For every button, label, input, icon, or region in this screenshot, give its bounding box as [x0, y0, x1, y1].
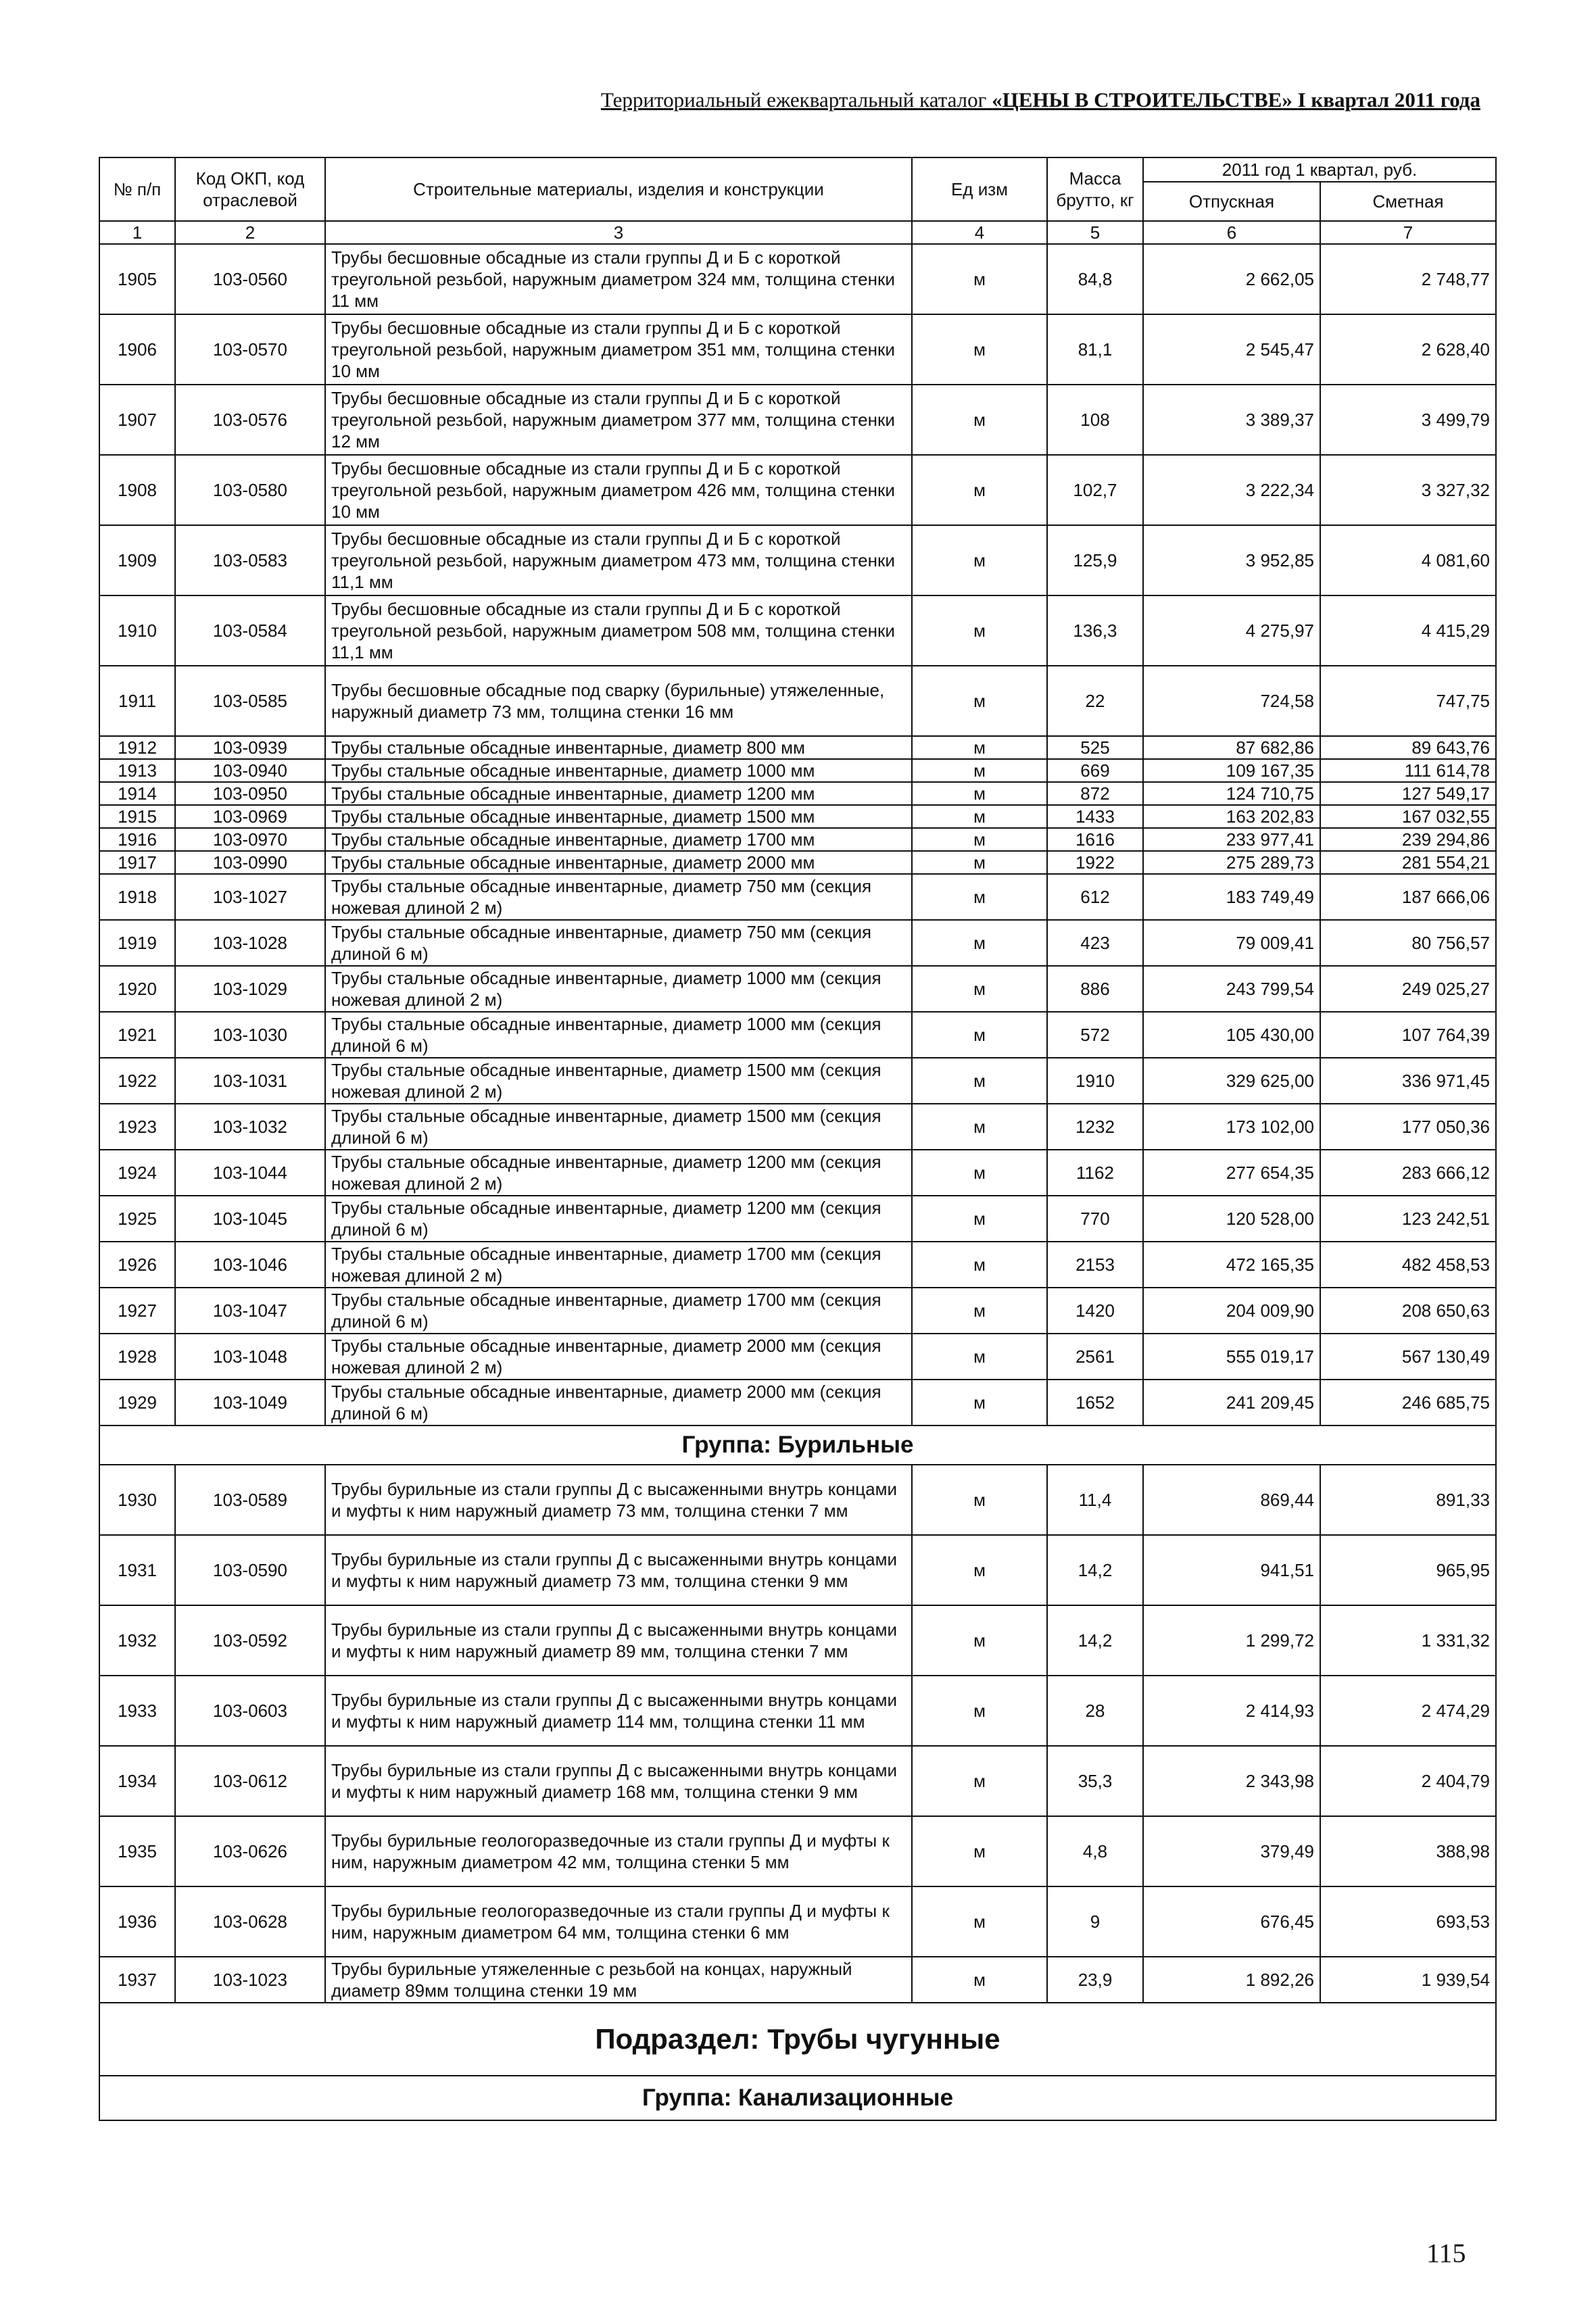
- row-unit: м: [912, 828, 1047, 851]
- row-price-estimate: 107 764,39: [1320, 1012, 1496, 1058]
- row-number: 1915: [99, 805, 175, 828]
- row-unit: м: [912, 1886, 1047, 1957]
- row-unit: м: [912, 851, 1047, 874]
- row-price-estimate: 167 032,55: [1320, 805, 1496, 828]
- row-mass: 23,9: [1047, 1957, 1143, 2003]
- col-number: 7: [1320, 221, 1496, 244]
- row-price-estimate: 208 650,63: [1320, 1288, 1496, 1334]
- row-price-release: 2 662,05: [1143, 244, 1320, 314]
- row-unit: м: [912, 1012, 1047, 1058]
- row-description: Трубы стальные обсадные инвентарные, диаметр 1000 мм: [325, 759, 912, 782]
- row-price-estimate: 747,75: [1320, 666, 1496, 736]
- row-price-estimate: 283 666,12: [1320, 1150, 1496, 1196]
- row-price-release: 379,49: [1143, 1816, 1320, 1886]
- row-code: 103-0590: [175, 1535, 325, 1605]
- row-number: 1914: [99, 782, 175, 805]
- row-price-estimate: 80 756,57: [1320, 920, 1496, 966]
- row-mass: 1922: [1047, 851, 1143, 874]
- row-price-estimate: 187 666,06: [1320, 874, 1496, 920]
- row-unit: м: [912, 1058, 1047, 1104]
- row-price-estimate: 1 331,32: [1320, 1605, 1496, 1676]
- row-mass: 108: [1047, 385, 1143, 455]
- row-unit: м: [912, 455, 1047, 525]
- row-description: Трубы бесшовные обсадные из стали группы Д и Б с короткой треугольной резьбой, наружным диаметром 377 мм, толщина стенки 12 мм: [325, 385, 912, 455]
- row-code: 103-1044: [175, 1150, 325, 1196]
- row-code: 103-0570: [175, 314, 325, 385]
- row-unit: м: [912, 1816, 1047, 1886]
- row-price-estimate: 891,33: [1320, 1465, 1496, 1535]
- row-price-release: 173 102,00: [1143, 1104, 1320, 1150]
- row-number: 1912: [99, 736, 175, 759]
- row-mass: 1910: [1047, 1058, 1143, 1104]
- row-unit: м: [912, 666, 1047, 736]
- col-number: 2: [175, 221, 325, 244]
- row-price-release: 243 799,54: [1143, 966, 1320, 1012]
- rows-drill-pipes: [99, 1465, 1496, 1957]
- row-price-release: 120 528,00: [1143, 1196, 1320, 1242]
- row-number: 1922: [99, 1058, 175, 1104]
- row-price-release: 1 299,72: [1143, 1605, 1320, 1676]
- row-description: Трубы бесшовные обсадные из стали группы Д и Б с короткой треугольной резьбой, наружным диаметром 473 мм, толщина стенки 11,1 мм: [325, 525, 912, 595]
- table-row: [99, 1196, 1496, 1242]
- row-mass: 612: [1047, 874, 1143, 920]
- col-header-price-release: Отпускная: [1143, 182, 1320, 221]
- row-price-release: 724,58: [1143, 666, 1320, 736]
- row-description: Трубы стальные обсадные инвентарные, диаметр 750 мм (секция длиной 6 м): [325, 920, 912, 966]
- row-price-release: 87 682,86: [1143, 736, 1320, 759]
- row-mass: 14,2: [1047, 1605, 1143, 1676]
- table-row: [99, 1746, 1496, 1816]
- row-price-release: 676,45: [1143, 1886, 1320, 1957]
- group-heading-drill: Группа: Бурильные: [99, 1425, 1496, 1465]
- row-description: Трубы стальные обсадные инвентарные, диаметр 800 мм: [325, 736, 912, 759]
- row-code: 103-1028: [175, 920, 325, 966]
- page-number: 115: [1426, 2238, 1466, 2268]
- row-price-estimate: 89 643,76: [1320, 736, 1496, 759]
- row-price-release: 241 209,45: [1143, 1380, 1320, 1425]
- row-description: Трубы стальные обсадные инвентарные, диаметр 750 мм (секция ножевая длиной 2 м): [325, 874, 912, 920]
- row-mass: 1232: [1047, 1104, 1143, 1150]
- row-mass: 1652: [1047, 1380, 1143, 1425]
- row-unit: м: [912, 1104, 1047, 1150]
- row-price-estimate: 246 685,75: [1320, 1380, 1496, 1425]
- row-price-release: 124 710,75: [1143, 782, 1320, 805]
- row-price-estimate: 4 081,60: [1320, 525, 1496, 595]
- row-price-estimate: 2 474,29: [1320, 1676, 1496, 1746]
- row-description: Трубы бесшовные обсадные из стали группы Д и Б с короткой треугольной резьбой, наружным диаметром 324 мм, толщина стенки 11 мм: [325, 244, 912, 314]
- row-description: Трубы стальные обсадные инвентарные, диаметр 1500 мм (секция длиной 6 м): [325, 1104, 912, 1150]
- table-row: [99, 1242, 1496, 1288]
- row-price-release: 3 952,85: [1143, 525, 1320, 595]
- table-row: [99, 1676, 1496, 1746]
- row-price-estimate: 336 971,45: [1320, 1058, 1496, 1104]
- row-mass: 669: [1047, 759, 1143, 782]
- table-row: [99, 455, 1496, 525]
- row-number: 1910: [99, 595, 175, 666]
- row-code: 103-0560: [175, 244, 325, 314]
- row-number: 1930: [99, 1465, 175, 1535]
- row-mass: 136,3: [1047, 595, 1143, 666]
- row-code: 103-0589: [175, 1465, 325, 1535]
- row-price-release: 941,51: [1143, 1535, 1320, 1605]
- row-description: Трубы стальные обсадные инвентарные, диаметр 1700 мм (секция ножевая длиной 2 м): [325, 1242, 912, 1288]
- row-description: Трубы бурильные геологоразведочные из стали группы Д и муфты к ним, наружным диаметром 64 мм, толщина стенки 6 мм: [325, 1886, 912, 1957]
- table-row: [99, 920, 1496, 966]
- row-price-release: 79 009,41: [1143, 920, 1320, 966]
- table-row: [99, 525, 1496, 595]
- row-unit: м: [912, 874, 1047, 920]
- row-unit: м: [912, 1196, 1047, 1242]
- row-mass: 572: [1047, 1012, 1143, 1058]
- row-price-estimate: 4 415,29: [1320, 595, 1496, 666]
- row-mass: 35,3: [1047, 1746, 1143, 1816]
- row-price-estimate: 1 939,54: [1320, 1957, 1496, 2003]
- row-price-estimate: 482 458,53: [1320, 1242, 1496, 1288]
- row-number: 1925: [99, 1196, 175, 1242]
- row-unit: м: [912, 1676, 1047, 1746]
- table-row: [99, 1058, 1496, 1104]
- row-mass: 1420: [1047, 1288, 1143, 1334]
- row-number: 1923: [99, 1104, 175, 1150]
- row-description: Трубы бесшовные обсадные из стали группы Д и Б с короткой треугольной резьбой, наружным диаметром 426 мм, толщина стенки 10 мм: [325, 455, 912, 525]
- row-description: Трубы бурильные из стали группы Д с высаженными внутрь концами и муфты к ним наружный диаметр 73 мм, толщина стенки 9 мм: [325, 1535, 912, 1605]
- row-number: 1931: [99, 1535, 175, 1605]
- row-number: 1908: [99, 455, 175, 525]
- row-description: Трубы бурильные из стали группы Д с высаженными внутрь концами и муфты к ним наружный диаметр 168 мм, толщина стенки 9 мм: [325, 1746, 912, 1816]
- col-number: 6: [1143, 221, 1320, 244]
- row-number: 1924: [99, 1150, 175, 1196]
- row-price-estimate: 567 130,49: [1320, 1334, 1496, 1380]
- row-number: 1913: [99, 759, 175, 782]
- row-code: 103-0585: [175, 666, 325, 736]
- row-unit: м: [912, 1535, 1047, 1605]
- row-unit: м: [912, 920, 1047, 966]
- row-code: 103-1030: [175, 1012, 325, 1058]
- table-row: [99, 1012, 1496, 1058]
- row-number: 1933: [99, 1676, 175, 1746]
- row-price-release: 4 275,97: [1143, 595, 1320, 666]
- row-number: 1916: [99, 828, 175, 851]
- table-row: [99, 736, 1496, 759]
- row-price-release: 163 202,83: [1143, 805, 1320, 828]
- row-price-release: 329 625,00: [1143, 1058, 1320, 1104]
- table-row: [99, 851, 1496, 874]
- row-number: 1918: [99, 874, 175, 920]
- row-code: 103-0628: [175, 1886, 325, 1957]
- row-code: 103-1029: [175, 966, 325, 1012]
- row-price-release: 275 289,73: [1143, 851, 1320, 874]
- row-description: Трубы бурильные из стали группы Д с высаженными внутрь концами и муфты к ним наружный диаметр 89 мм, толщина стенки 7 мм: [325, 1605, 912, 1676]
- col-header-period: 2011 год 1 квартал, руб.: [1143, 157, 1496, 182]
- row-description: Трубы стальные обсадные инвентарные, диаметр 2000 мм (секция ножевая длиной 2 м): [325, 1334, 912, 1380]
- row-description: Трубы стальные обсадные инвентарные, диаметр 1500 мм (секция ножевая длиной 2 м): [325, 1058, 912, 1104]
- row-unit: м: [912, 1465, 1047, 1535]
- row-number: 1919: [99, 920, 175, 966]
- price-table: [99, 157, 1497, 2121]
- rows-drill-weighted: [99, 1957, 1496, 2003]
- row-price-estimate: 111 614,78: [1320, 759, 1496, 782]
- row-number: 1917: [99, 851, 175, 874]
- row-description: Трубы стальные обсадные инвентарные, диаметр 1200 мм (секция ножевая длиной 2 м): [325, 1150, 912, 1196]
- row-unit: м: [912, 782, 1047, 805]
- row-price-release: 2 545,47: [1143, 314, 1320, 385]
- col-number: 3: [325, 221, 912, 244]
- table-row: [99, 1605, 1496, 1676]
- row-code: 103-0969: [175, 805, 325, 828]
- row-number: 1909: [99, 525, 175, 595]
- row-unit: м: [912, 966, 1047, 1012]
- row-mass: 2561: [1047, 1334, 1143, 1380]
- row-code: 103-0940: [175, 759, 325, 782]
- row-description: Трубы стальные обсадные инвентарные, диаметр 2000 мм: [325, 851, 912, 874]
- row-price-release: 869,44: [1143, 1465, 1320, 1535]
- row-unit: м: [912, 595, 1047, 666]
- row-mass: 1616: [1047, 828, 1143, 851]
- table-row: [99, 1816, 1496, 1886]
- row-code: 103-0584: [175, 595, 325, 666]
- row-mass: 28: [1047, 1676, 1143, 1746]
- table-row: [99, 874, 1496, 920]
- row-unit: м: [912, 385, 1047, 455]
- row-mass: 22: [1047, 666, 1143, 736]
- row-mass: 770: [1047, 1196, 1143, 1242]
- row-number: 1935: [99, 1816, 175, 1886]
- row-unit: м: [912, 244, 1047, 314]
- rows-inventory-casing: [99, 736, 1496, 874]
- row-price-estimate: 2 748,77: [1320, 244, 1496, 314]
- row-description: Трубы бурильные из стали группы Д с высаженными внутрь концами и муфты к ним наружный диаметр 114 мм, толщина стенки 11 мм: [325, 1676, 912, 1746]
- table-row: [99, 314, 1496, 385]
- row-price-release: 2 414,93: [1143, 1676, 1320, 1746]
- row-mass: 125,9: [1047, 525, 1143, 595]
- row-unit: м: [912, 1334, 1047, 1380]
- row-price-release: 2 343,98: [1143, 1746, 1320, 1816]
- row-description: Трубы бесшовные обсадные из стали группы Д и Б с короткой треугольной резьбой, наружным диаметром 351 мм, толщина стенки 10 мм: [325, 314, 912, 385]
- row-number: 1926: [99, 1242, 175, 1288]
- row-code: 103-1045: [175, 1196, 325, 1242]
- col-header-price-estimate: Сметная: [1320, 182, 1496, 221]
- row-code: 103-0950: [175, 782, 325, 805]
- row-number: 1911: [99, 666, 175, 736]
- row-mass: 872: [1047, 782, 1143, 805]
- row-mass: 1433: [1047, 805, 1143, 828]
- row-price-release: 109 167,35: [1143, 759, 1320, 782]
- row-number: 1927: [99, 1288, 175, 1334]
- row-unit: м: [912, 525, 1047, 595]
- table-row: [99, 385, 1496, 455]
- row-description: Трубы стальные обсадные инвентарные, диаметр 2000 мм (секция длиной 6 м): [325, 1380, 912, 1425]
- table-row: [99, 1535, 1496, 1605]
- col-number: 1: [99, 221, 175, 244]
- row-unit: м: [912, 1242, 1047, 1288]
- row-code: 103-0583: [175, 525, 325, 595]
- table-row: [99, 595, 1496, 666]
- row-unit: м: [912, 1605, 1047, 1676]
- row-code: 103-1047: [175, 1288, 325, 1334]
- row-code: 103-0939: [175, 736, 325, 759]
- row-price-estimate: 693,53: [1320, 1886, 1496, 1957]
- row-code: 103-0626: [175, 1816, 325, 1886]
- group-heading-sewer: Группа: Канализационные: [99, 2076, 1496, 2120]
- row-code: 103-1046: [175, 1242, 325, 1288]
- row-code: 103-1048: [175, 1334, 325, 1380]
- row-price-release: 277 654,35: [1143, 1150, 1320, 1196]
- catalog-header: [500, 88, 1480, 112]
- row-description: Трубы бурильные из стали группы Д с высаженными внутрь концами и муфты к ним наружный диаметр 73 мм, толщина стенки 7 мм: [325, 1465, 912, 1535]
- row-unit: м: [912, 314, 1047, 385]
- table-row: [99, 759, 1496, 782]
- row-mass: 2153: [1047, 1242, 1143, 1288]
- row-code: 103-1023: [175, 1957, 325, 2003]
- table-row: [99, 666, 1496, 736]
- row-price-estimate: 3 327,32: [1320, 455, 1496, 525]
- row-price-release: 3 389,37: [1143, 385, 1320, 455]
- row-price-release: 555 019,17: [1143, 1334, 1320, 1380]
- row-price-estimate: 239 294,86: [1320, 828, 1496, 851]
- row-price-release: 105 430,00: [1143, 1012, 1320, 1058]
- row-price-estimate: 2 628,40: [1320, 314, 1496, 385]
- subsection-heading-cast-iron: Подраздел: Трубы чугунные: [99, 2003, 1496, 2076]
- row-price-estimate: 127 549,17: [1320, 782, 1496, 805]
- row-number: 1932: [99, 1605, 175, 1676]
- row-unit: м: [912, 1150, 1047, 1196]
- row-code: 103-0592: [175, 1605, 325, 1676]
- row-price-estimate: 388,98: [1320, 1816, 1496, 1886]
- row-code: 103-1027: [175, 874, 325, 920]
- col-header-unit: Ед изм: [912, 157, 1047, 221]
- row-code: 103-1032: [175, 1104, 325, 1150]
- col-header-num: № п/п: [99, 157, 175, 221]
- row-code: 103-1031: [175, 1058, 325, 1104]
- row-unit: м: [912, 759, 1047, 782]
- row-mass: 9: [1047, 1886, 1143, 1957]
- row-mass: 1162: [1047, 1150, 1143, 1196]
- row-mass: 102,7: [1047, 455, 1143, 525]
- row-description: Трубы стальные обсадные инвентарные, диаметр 1200 мм (секция длиной 6 м): [325, 1196, 912, 1242]
- row-price-estimate: 2 404,79: [1320, 1746, 1496, 1816]
- row-description: Трубы бурильные утяжеленные с резьбой на концах, наружный диаметр 89мм толщина стенки 19 мм: [325, 1957, 912, 2003]
- row-price-estimate: 281 554,21: [1320, 851, 1496, 874]
- row-description: Трубы стальные обсадные инвентарные, диаметр 1000 мм (секция ножевая длиной 2 м): [325, 966, 912, 1012]
- row-number: 1906: [99, 314, 175, 385]
- row-price-release: 183 749,49: [1143, 874, 1320, 920]
- row-description: Трубы бесшовные обсадные под сварку (бурильные) утяжеленные, наружный диаметр 73 мм, толщина стенки 16 мм: [325, 666, 912, 736]
- col-header-code: Код ОКП, код отраслевой: [175, 157, 325, 221]
- row-price-release: 233 977,41: [1143, 828, 1320, 851]
- row-mass: 886: [1047, 966, 1143, 1012]
- row-price-release: 472 165,35: [1143, 1242, 1320, 1288]
- row-unit: м: [912, 1288, 1047, 1334]
- table-row: [99, 1288, 1496, 1334]
- table-row: [99, 1380, 1496, 1425]
- table-row: [99, 244, 1496, 314]
- row-number: 1928: [99, 1334, 175, 1380]
- row-mass: 11,4: [1047, 1465, 1143, 1535]
- table-row: [99, 1104, 1496, 1150]
- row-price-release: 204 009,90: [1143, 1288, 1320, 1334]
- row-number: 1920: [99, 966, 175, 1012]
- row-code: 103-1049: [175, 1380, 325, 1425]
- row-unit: м: [912, 805, 1047, 828]
- row-description: Трубы стальные обсадные инвентарные, диаметр 1200 мм: [325, 782, 912, 805]
- rows-inventory-casing-sections: [99, 874, 1496, 1425]
- row-number: 1929: [99, 1380, 175, 1425]
- row-price-estimate: 965,95: [1320, 1535, 1496, 1605]
- row-unit: м: [912, 1380, 1047, 1425]
- row-unit: м: [912, 736, 1047, 759]
- table-row: [99, 1465, 1496, 1535]
- row-description: Трубы бурильные геологоразведочные из стали группы Д и муфты к ним, наружным диаметром 42 мм, толщина стенки 5 мм: [325, 1816, 912, 1886]
- table-row: [99, 1886, 1496, 1957]
- table-row: [99, 782, 1496, 805]
- row-mass: 4,8: [1047, 1816, 1143, 1886]
- row-unit: м: [912, 1957, 1047, 2003]
- row-description: Трубы стальные обсадные инвентарные, диаметр 1000 мм (секция длиной 6 м): [325, 1012, 912, 1058]
- column-number-row: [99, 221, 1496, 244]
- row-mass: 14,2: [1047, 1535, 1143, 1605]
- table-row: [99, 966, 1496, 1012]
- row-number: 1934: [99, 1746, 175, 1816]
- row-price-release: 1 892,26: [1143, 1957, 1320, 2003]
- row-code: 103-0612: [175, 1746, 325, 1816]
- row-number: 1905: [99, 244, 175, 314]
- row-price-estimate: 249 025,27: [1320, 966, 1496, 1012]
- row-code: 103-0580: [175, 455, 325, 525]
- row-price-estimate: 3 499,79: [1320, 385, 1496, 455]
- row-code: 103-0990: [175, 851, 325, 874]
- row-mass: 423: [1047, 920, 1143, 966]
- row-price-release: 3 222,34: [1143, 455, 1320, 525]
- row-number: 1937: [99, 1957, 175, 2003]
- table-row: [99, 1334, 1496, 1380]
- row-code: 103-0576: [175, 385, 325, 455]
- row-number: 1907: [99, 385, 175, 455]
- col-number: 5: [1047, 221, 1143, 244]
- row-description: Трубы стальные обсадные инвентарные, диаметр 1700 мм (секция длиной 6 м): [325, 1288, 912, 1334]
- row-price-estimate: 177 050,36: [1320, 1104, 1496, 1150]
- table-row: [99, 805, 1496, 828]
- col-header-mass: Масса брутто, кг: [1047, 157, 1143, 221]
- row-mass: 81,1: [1047, 314, 1143, 385]
- col-header-material: Строительные материалы, изделия и конструкции: [325, 157, 912, 221]
- row-number: 1936: [99, 1886, 175, 1957]
- row-mass: 525: [1047, 736, 1143, 759]
- catalog-header-prefix: Территориальный ежеквартальный каталог: [600, 88, 987, 112]
- row-number: 1921: [99, 1012, 175, 1058]
- catalog-header-title: «ЦЕНЫ В СТРОИТЕЛЬСТВЕ» I квартал 2011 года: [992, 88, 1480, 112]
- table-row: [99, 828, 1496, 851]
- row-mass: 84,8: [1047, 244, 1143, 314]
- row-price-estimate: 123 242,51: [1320, 1196, 1496, 1242]
- row-description: Трубы стальные обсадные инвентарные, диаметр 1700 мм: [325, 828, 912, 851]
- row-description: Трубы стальные обсадные инвентарные, диаметр 1500 мм: [325, 805, 912, 828]
- col-number: 4: [912, 221, 1047, 244]
- row-unit: м: [912, 1746, 1047, 1816]
- row-description: Трубы бесшовные обсадные из стали группы Д и Б с короткой треугольной резьбой, наружным диаметром 508 мм, толщина стенки 11,1 мм: [325, 595, 912, 666]
- rows-seamless-casing: [99, 244, 1496, 736]
- row-code: 103-0603: [175, 1676, 325, 1746]
- row-code: 103-0970: [175, 828, 325, 851]
- table-row: [99, 1150, 1496, 1196]
- table-row: [99, 1957, 1496, 2003]
